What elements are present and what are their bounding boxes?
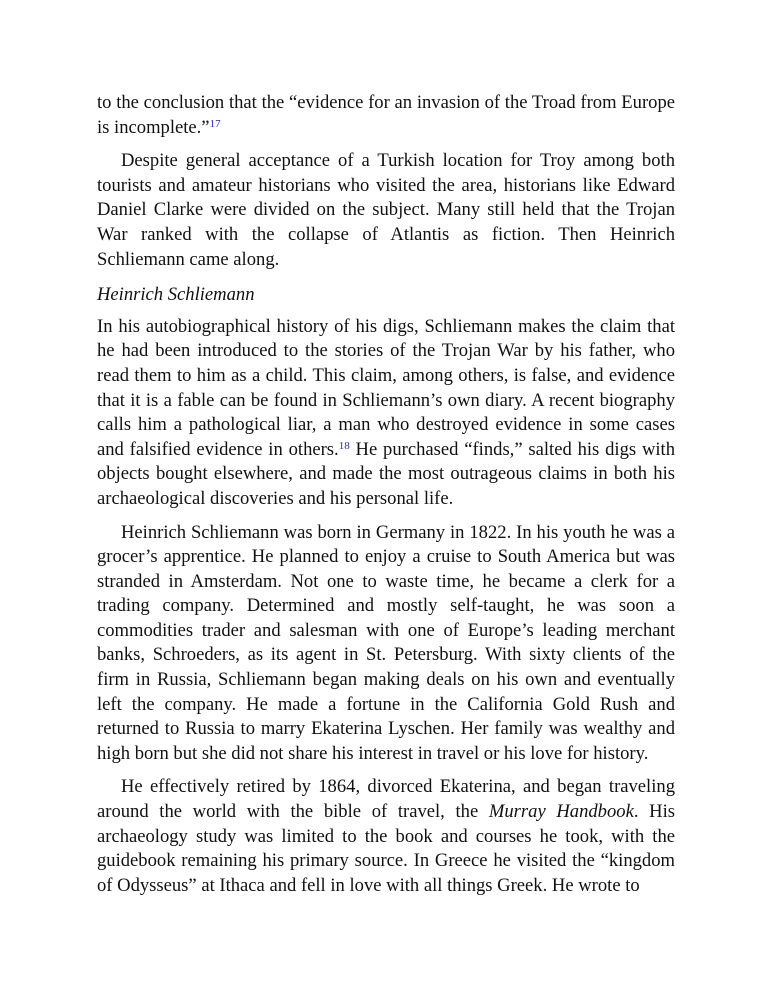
book-title-italic: Murray Handbook (488, 801, 634, 823)
paragraph-4-text: Heinrich Schliemann was born in Germany in 1822. In his youth he was a grocer’s apprentice. He planned to enjoy a cruise to South America but was stranded in Amsterdam. Not one to waste time, he became a clerk for a trading company. Determined and mostly self-taught, he was soon a commodities trader and salesman with one of Europe’s leading merchant banks, Schroeders, as its agent in St. Petersburg. With sixty clients of the firm in Russia, Schliemann began making deals on his own and eventually left the company. He made a fortune in the California Gold Rush and returned to Russia to marry Ekaterina Lyschen. Her family was wealthy and high born but she did not share his interest in travel or his love for history. (97, 521, 675, 764)
body-text (97, 91, 675, 898)
paragraph-2 (97, 149, 675, 272)
section-heading: Heinrich Schliemann (97, 284, 255, 306)
paragraph-4 (97, 521, 675, 767)
paragraph-3-text-before: In his autobiographical history of his digs, Schliemann makes the claim that he had been introduced to the stories of the Trojan War by his father, who read them to him as a child. This claim, among others, is false, and evidence that it is a fable can be found in Schliemann’s own diary. A recent biography calls him a pathological liar, a man who destroyed evidence in some cases and falsified evidence in others. (97, 315, 675, 460)
paragraph-3-text-after: He purchased “finds,” salted his digs with objects bought elsewhere, and made the most outrageous claims in both his archaeological discoveries and his personal life. (97, 438, 676, 509)
paragraph-5-text-after: . His archaeology study was limited to the book and courses he took, with the guidebook remaining his primary source. In Greece he visited the “kingdom of Odysseus” at Ithaca and fell in love with all things Greek. He wrote to (97, 801, 675, 896)
footnote-marker-17[interactable]: 17 (209, 117, 221, 130)
footnote-marker-18[interactable]: 18 (338, 439, 350, 452)
paragraph-2-text: Despite general acceptance of a Turkish location for Troy among both tourists and amateur historians who visited the area, historians like Edward Daniel Clarke were divided on the subject. Many still held that the Trojan War ranked with the collapse of Atlantis as fiction. Then Heinrich Schliemann came along. (97, 150, 675, 270)
paragraph-3 (97, 315, 675, 512)
paragraph-1 (97, 91, 675, 140)
paragraph-5-text-before: He effectively retired by 1864, divorced Ekaterina, and began traveling around the world with the bible of travel, the (97, 776, 675, 823)
paragraph-1-text: to the conclusion that the “evidence for an invasion of the Troad from Europe is incomplete.” (97, 92, 675, 138)
paragraph-5 (97, 775, 675, 898)
